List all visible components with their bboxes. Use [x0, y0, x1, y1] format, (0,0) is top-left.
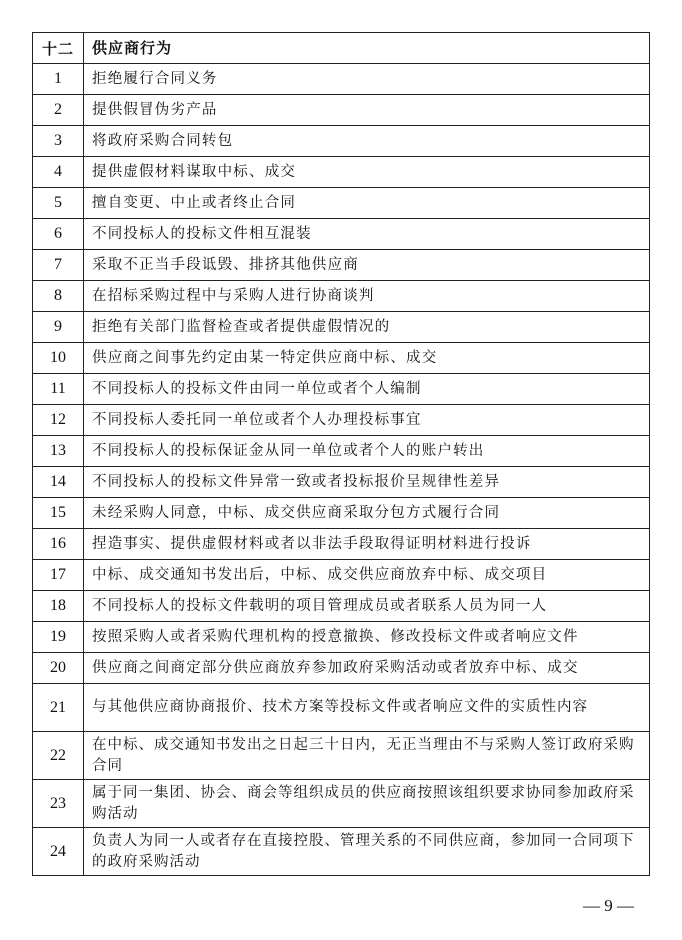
- table-row: [33, 684, 650, 732]
- row-text: 负责人为同一人或者存在直接控股、管理关系的不同供应商，参加同一合同项下的政府采购活动: [84, 828, 650, 876]
- supplier-behavior-table: [32, 32, 650, 876]
- row-text: 不同投标人的投标文件由同一单位或者个人编制: [84, 374, 650, 405]
- row-text: 按照采购人或者采购代理机构的授意撤换、修改投标文件或者响应文件: [84, 622, 650, 653]
- table-row: [33, 95, 650, 126]
- table-row: [33, 560, 650, 591]
- row-text: 未经采购人同意，中标、成交供应商采取分包方式履行合同: [84, 498, 650, 529]
- row-text: 与其他供应商协商报价、技术方案等投标文件或者响应文件的实质性内容: [84, 684, 650, 732]
- row-number: 3: [33, 126, 84, 157]
- table-row: [33, 219, 650, 250]
- table-row: [33, 436, 650, 467]
- row-number: 10: [33, 343, 84, 374]
- table-row: [33, 312, 650, 343]
- row-number: 8: [33, 281, 84, 312]
- table-header-row: [33, 33, 650, 64]
- table-row: [33, 828, 650, 876]
- row-number: 21: [33, 684, 84, 732]
- row-number: 12: [33, 405, 84, 436]
- row-number: 22: [33, 732, 84, 780]
- row-text: 供应商之间事先约定由某一特定供应商中标、成交: [84, 343, 650, 374]
- row-number: 15: [33, 498, 84, 529]
- table-row: [33, 157, 650, 188]
- row-text: 不同投标人的投标保证金从同一单位或者个人的账户转出: [84, 436, 650, 467]
- section-number: 十二: [33, 33, 84, 64]
- table-row: [33, 64, 650, 95]
- table-row: [33, 343, 650, 374]
- row-text: 属于同一集团、协会、商会等组织成员的供应商按照该组织要求协同参加政府采购活动: [84, 780, 650, 828]
- row-number: 17: [33, 560, 84, 591]
- row-text: 拒绝有关部门监督检查或者提供虚假情况的: [84, 312, 650, 343]
- row-number: 9: [33, 312, 84, 343]
- row-number: 23: [33, 780, 84, 828]
- row-text: 不同投标人委托同一单位或者个人办理投标事宜: [84, 405, 650, 436]
- row-number: 6: [33, 219, 84, 250]
- row-text: 在中标、成交通知书发出之日起三十日内，无正当理由不与采购人签订政府采购合同: [84, 732, 650, 780]
- row-number: 4: [33, 157, 84, 188]
- row-number: 20: [33, 653, 84, 684]
- table-row: [33, 188, 650, 219]
- row-number: 1: [33, 64, 84, 95]
- row-text: 捏造事实、提供虚假材料或者以非法手段取得证明材料进行投诉: [84, 529, 650, 560]
- row-number: 13: [33, 436, 84, 467]
- row-text: 中标、成交通知书发出后，中标、成交供应商放弃中标、成交项目: [84, 560, 650, 591]
- row-number: 19: [33, 622, 84, 653]
- table-row: [33, 467, 650, 498]
- row-number: 2: [33, 95, 84, 126]
- page-number: — 9 —: [583, 896, 634, 915]
- row-number: 11: [33, 374, 84, 405]
- row-number: 7: [33, 250, 84, 281]
- row-number: 5: [33, 188, 84, 219]
- table-row: [33, 405, 650, 436]
- row-text: 不同投标人的投标文件载明的项目管理成员或者联系人员为同一人: [84, 591, 650, 622]
- section-title: 供应商行为: [84, 33, 650, 64]
- table-row: [33, 126, 650, 157]
- row-text: 擅自变更、中止或者终止合同: [84, 188, 650, 219]
- row-text: 提供假冒伪劣产品: [84, 95, 650, 126]
- table-body: [33, 33, 650, 876]
- table-row: [33, 653, 650, 684]
- row-text: 提供虚假材料谋取中标、成交: [84, 157, 650, 188]
- table-row: [33, 591, 650, 622]
- table-row: [33, 529, 650, 560]
- row-text: 不同投标人的投标文件异常一致或者投标报价呈规律性差异: [84, 467, 650, 498]
- row-number: 16: [33, 529, 84, 560]
- row-text: 将政府采购合同转包: [84, 126, 650, 157]
- table-row: [33, 281, 650, 312]
- table-row: [33, 374, 650, 405]
- row-number: 18: [33, 591, 84, 622]
- table-row: [33, 250, 650, 281]
- row-text: 拒绝履行合同义务: [84, 64, 650, 95]
- row-text: 采取不正当手段诋毁、排挤其他供应商: [84, 250, 650, 281]
- row-text: 不同投标人的投标文件相互混装: [84, 219, 650, 250]
- row-text: 在招标采购过程中与采购人进行协商谈判: [84, 281, 650, 312]
- row-number: 24: [33, 828, 84, 876]
- table-row: [33, 622, 650, 653]
- table-row: [33, 780, 650, 828]
- table-row: [33, 732, 650, 780]
- table-row: [33, 498, 650, 529]
- row-text: 供应商之间商定部分供应商放弃参加政府采购活动或者放弃中标、成交: [84, 653, 650, 684]
- row-number: 14: [33, 467, 84, 498]
